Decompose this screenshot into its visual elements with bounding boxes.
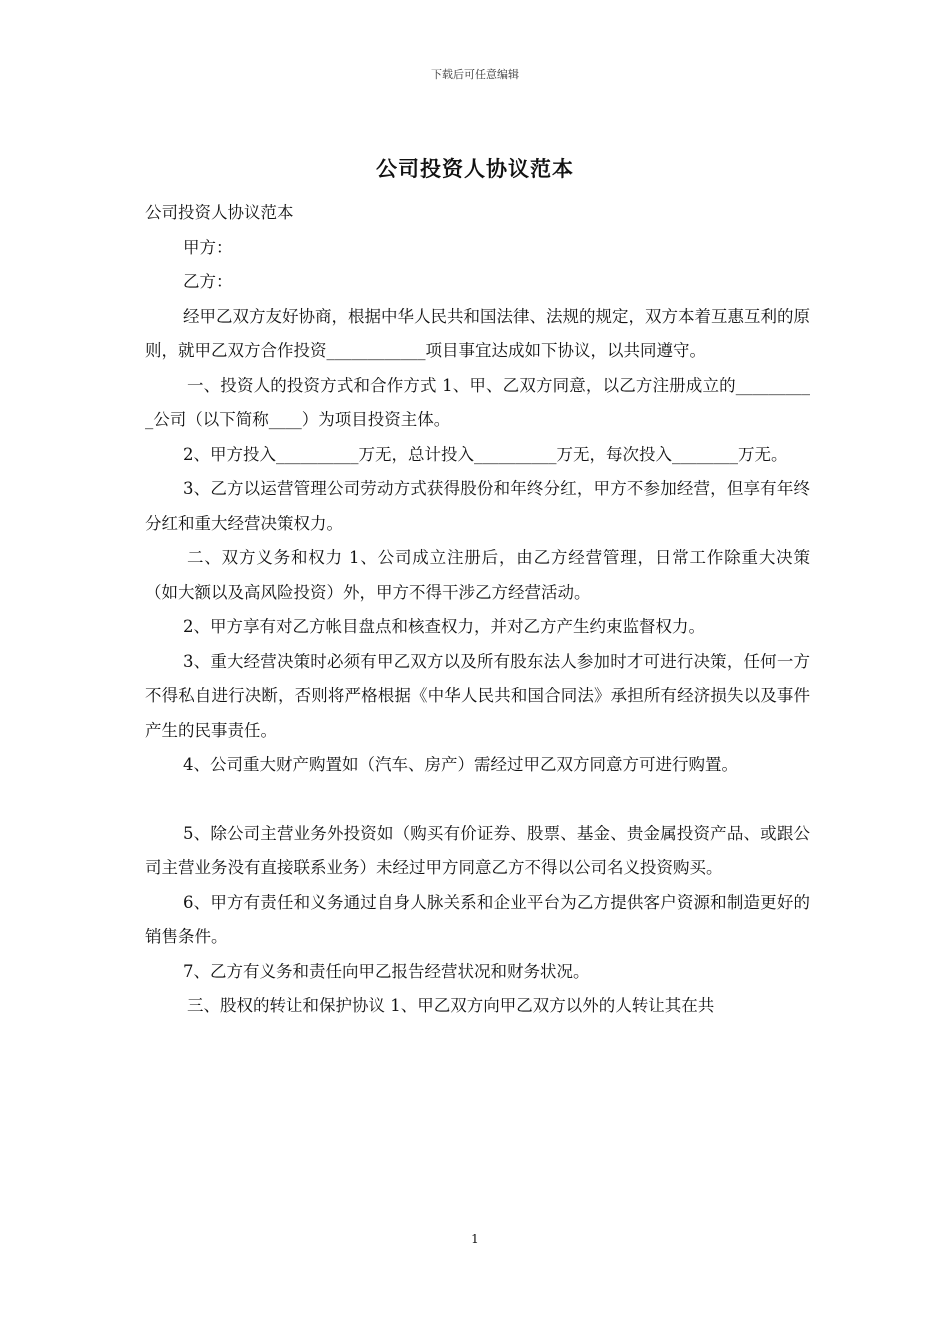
paragraph-2-6: 6、甲方有责任和义务通过自身人脉关系和企业平台为乙方提供客户资源和制造更好的销售条件。 bbox=[145, 892, 810, 946]
paragraph-1-2: 2、甲方投入__________万无，总计投入__________万无，每次投入________万无。 bbox=[183, 444, 788, 464]
paragraph-section-3: 三、股权的转让和保护协议 1、甲乙双方向甲乙双方以外的人转让其在共 bbox=[187, 996, 715, 1015]
document-title: 公司投资人协议范本 bbox=[376, 156, 574, 181]
paragraph-party-b: 乙方： bbox=[183, 272, 233, 291]
paragraph-2-3: 3、重大经营决策时必须有甲乙双方以及所有股东法人参加时才可进行决策，任何一方不得私自进行决断，否则将严格根据《中华人民共和国合同法》承担所有经济损失以及事件产生的民事责任。 bbox=[145, 651, 810, 740]
paragraph-2-4: 4、公司重大财产购置如（汽车、房产）需经过甲乙双方同意方可进行购置。 bbox=[183, 755, 738, 774]
paragraph-preamble: 经甲乙双方友好协商，根据中华人民共和国法律、法规的规定，双方本着互惠互利的原则，就甲乙双方合作投资____________项目事宜达成如下协议，以共同遵守。 bbox=[145, 306, 810, 360]
paragraph-2-5: 5、除公司主营业务外投资如（购买有价证券、股票、基金、贵金属投资产品、或跟公司主营业务没有直接联系业务）未经过甲方同意乙方不得以公司名义投资购买。 bbox=[145, 823, 810, 877]
page-number: 1 bbox=[471, 1232, 479, 1246]
paragraph-subtitle: 公司投资人协议范本 bbox=[145, 203, 294, 222]
paragraph-1-3: 3、乙方以运营管理公司劳动方式获得股份和年终分红，甲方不参加经营，但享有年终分红和重大经营决策权力。 bbox=[145, 479, 810, 533]
paragraph-section-2: 二、双方义务和权力 1、公司成立注册后，由乙方经营管理，日常工作除重大决策（如大额以及高风险投资）外，甲方不得干涉乙方经营活动。 bbox=[145, 548, 810, 602]
paragraph-2-7: 7、乙方有义务和责任向甲乙报告经营状况和财务状况。 bbox=[183, 961, 590, 981]
header-note: 下载后可任意编辑 bbox=[431, 68, 519, 81]
document-body bbox=[145, 196, 810, 1024]
paragraph-section-1: 一、投资人的投资方式和合作方式 1、甲、乙双方同意，以乙方注册成立的__________公司（以下简称____）为项目投资主体。 bbox=[145, 375, 810, 429]
paragraph-party-a: 甲方： bbox=[183, 237, 233, 257]
paragraph-2-2: 2、甲方享有对乙方帐目盘点和核查权力，并对乙方产生约束监督权力。 bbox=[183, 617, 705, 636]
